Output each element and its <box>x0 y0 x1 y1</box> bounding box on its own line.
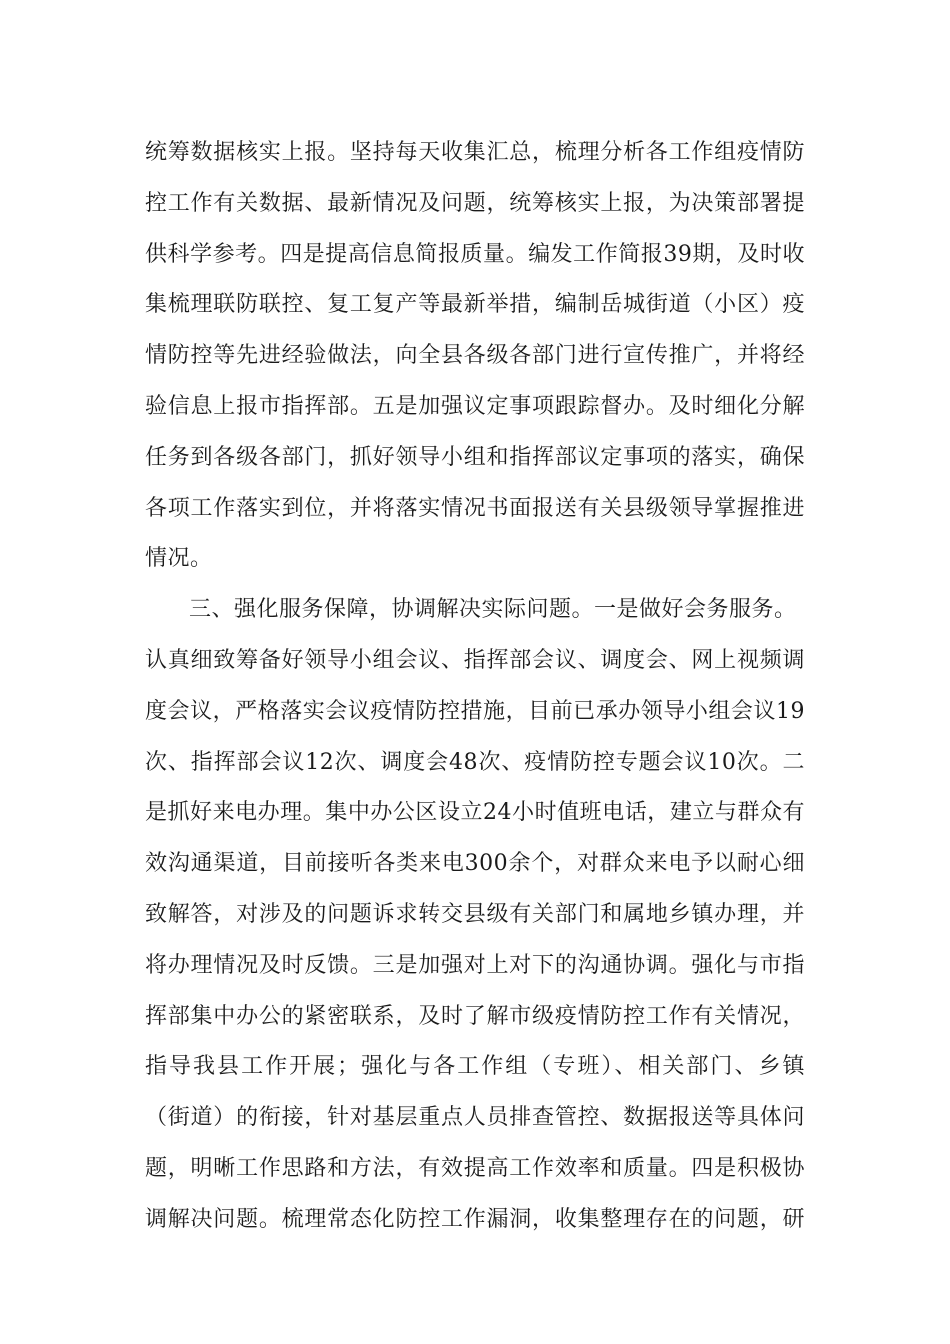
text-line: 任务到各级各部门，抓好领导小组和指挥部议定事项的落实，确保 <box>145 444 805 470</box>
text-line: 指导我县工作开展；强化与各工作组（专班）、相关部门、乡镇 <box>145 1054 805 1080</box>
text-line: 情防控等先进经验做法，向全县各级各部门进行宣传推广，并将经 <box>145 343 805 369</box>
text-line: 致解答，对涉及的问题诉求转交县级有关部门和属地乡镇办理，并 <box>145 901 805 927</box>
text-line: 统筹数据核实上报。坚持每天收集汇总，梳理分析各工作组疫情防 <box>145 140 805 165</box>
text-line: 次、指挥部会议12次、调度会48次、疫情防控专题会议10次。二 <box>145 749 805 775</box>
text-line: 验信息上报市指挥部。五是加强议定事项跟踪督办。及时细化分解 <box>145 393 805 419</box>
document-body <box>145 128 805 1246</box>
paragraph-1 <box>145 128 805 585</box>
text-line: 是抓好来电办理。集中办公区设立24小时值班电话，建立与群众有 <box>145 800 805 826</box>
text-line: 度会议，严格落实会议疫情防控措施，目前已承办领导小组会议19 <box>145 698 805 724</box>
text-line: 各项工作落实到位，并将落实情况书面报送有关县级领导掌握推进 <box>145 495 805 521</box>
text-line: 集梳理联防联控、复工复产等最新举措，编制岳城街道（小区）疫 <box>145 292 805 318</box>
text-line: 三、强化服务保障，协调解决实际问题。一是做好会务服务。 <box>189 597 797 623</box>
text-line: 题，明晰工作思路和方法，有效提高工作效率和质量。四是积极协 <box>145 1155 805 1181</box>
paragraph-2 <box>145 585 805 1245</box>
text-line: 情况。 <box>145 546 213 572</box>
text-line: 将办理情况及时反馈。三是加强对上对下的沟通协调。强化与市指 <box>145 952 805 978</box>
text-line: 挥部集中办公的紧密联系，及时了解市级疫情防控工作有关情况， <box>145 1003 805 1029</box>
text-line: 效沟通渠道，目前接听各类来电300余个，对群众来电予以耐心细 <box>145 851 805 877</box>
text-line: 供科学参考。四是提高信息简报质量。编发工作简报39期，及时收 <box>145 241 805 267</box>
text-line: 认真细致筹备好领导小组会议、指挥部会议、调度会、网上视频调 <box>145 647 805 673</box>
text-line: 调解决问题。梳理常态化防控工作漏洞，收集整理存在的问题，研 <box>145 1206 805 1232</box>
text-line: （街道）的衔接，针对基层重点人员排查管控、数据报送等具体问 <box>145 1105 805 1131</box>
text-line: 控工作有关数据、最新情况及问题，统筹核实上报，为决策部署提 <box>145 190 805 216</box>
